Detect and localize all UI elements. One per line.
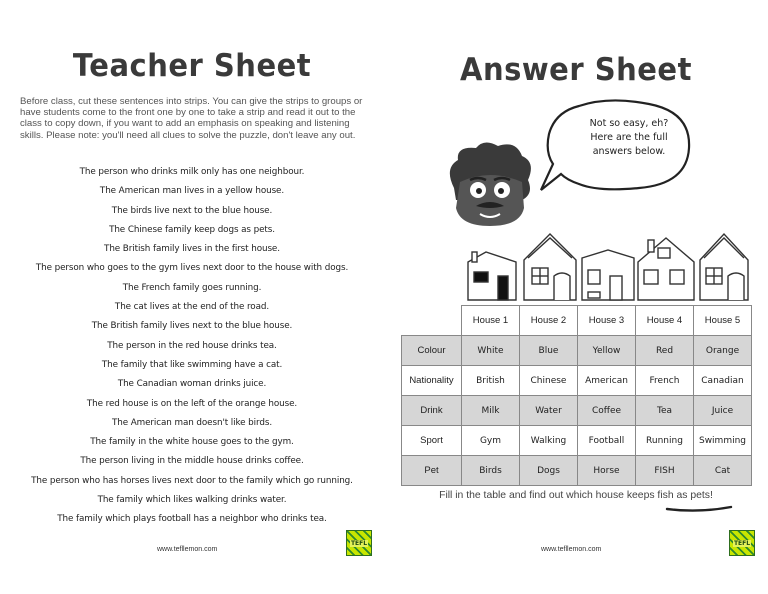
answer-sheet-title: Answer Sheet (460, 50, 692, 88)
table-cell: Red (636, 336, 694, 366)
table-cell: White (462, 336, 520, 366)
clue-item: The person who has horses lives next door to the family which go running. (31, 475, 353, 486)
house-header: House 5 (694, 306, 752, 336)
house-header: House 2 (520, 306, 578, 336)
table-cell: Water (520, 396, 578, 426)
table-row (402, 396, 752, 426)
clue-item: The family in the white house goes to the gym. (90, 437, 294, 448)
row-label: Drink (402, 396, 462, 426)
row-label: Colour (402, 336, 462, 366)
house-header: House 1 (462, 306, 520, 336)
table-cell: Orange (694, 336, 752, 366)
tefl-lemon-logo: TEFL (346, 530, 372, 556)
bubble-line: Here are the full (590, 132, 668, 143)
table-cell: British (462, 366, 520, 396)
answer-footer-note: Fill in the table and find out which house keeps fish as pets! (439, 490, 713, 501)
row-label: Pet (402, 456, 462, 486)
table-cell: Coffee (578, 396, 636, 426)
table-cell: Milk (462, 396, 520, 426)
tefl-lemon-logo: TEFL (729, 530, 755, 556)
table-cell: Tea (636, 396, 694, 426)
table-cell: Canadian (694, 366, 752, 396)
clue-item: The person living in the middle house drinks coffee. (80, 456, 304, 467)
bubble-line: Not so easy, eh? (589, 118, 669, 129)
bubble-line: answers below. (592, 146, 666, 157)
table-header-row (402, 306, 752, 336)
table-cell: Gym (462, 426, 520, 456)
table-row (402, 366, 752, 396)
clue-item: The person who drinks milk only has one neighbour. (79, 167, 305, 177)
table-row (402, 426, 752, 456)
row-label: Sport (402, 426, 462, 456)
clue-item: The family which likes walking drinks water. (97, 495, 287, 506)
table-cell: Horse (578, 456, 636, 486)
clue-item: The Canadian woman drinks juice. (117, 379, 267, 390)
row-label: Nationality (402, 366, 462, 396)
speech-bubble-text (574, 117, 684, 159)
clue-item: The birds live next to the blue house. (111, 205, 273, 216)
table-cell: FISH (636, 456, 694, 486)
table-cell: Dogs (520, 456, 578, 486)
clue-item: The person who goes to the gym lives next door to the house with dogs. (35, 263, 349, 274)
clue-item: The person in the red house drinks tea. (107, 340, 277, 351)
table-corner (402, 306, 462, 336)
clue-item: The family which plays football has a neighbor who drinks tea. (57, 514, 327, 525)
houses-illustration-icon (458, 232, 758, 304)
answer-table (401, 305, 752, 486)
clue-item: The family that like swimming have a cat. (101, 359, 283, 370)
cartoon-head-icon (442, 138, 538, 230)
house-header: House 4 (636, 306, 694, 336)
clue-list (12, 163, 372, 530)
table-cell: Yellow (578, 336, 636, 366)
table-cell: Chinese (520, 366, 578, 396)
website-url: www.tefllemon.com (541, 546, 602, 553)
table-cell: Blue (520, 336, 578, 366)
table-cell: Juice (694, 396, 752, 426)
clue-item: The red house is on the left of the orange house. (86, 398, 298, 409)
table-cell: Football (578, 426, 636, 456)
teacher-instructions: Before class, cut these sentences into strips. You can give the strips to groups or have students come to the front one by one to take a strip and read it out to the class to copy down, if you want to add an emphasis on speaking and listening skills. Please note: you'll need all clues to solve the puzzle, don't leave any out. (20, 96, 363, 141)
table-row (402, 456, 752, 486)
clue-item: The Chinese family keep dogs as pets. (109, 224, 275, 235)
clue-item: The French family goes running. (122, 282, 262, 293)
table-cell: Birds (462, 456, 520, 486)
table-cell: Walking (520, 426, 578, 456)
answer-sheet-page (384, 0, 768, 594)
table-cell: Swimming (694, 426, 752, 456)
teacher-sheet-title: Teacher Sheet (72, 46, 312, 84)
clue-item: The British family lives in the first house. (104, 244, 280, 255)
website-url: www.tefllemon.com (157, 546, 218, 553)
clue-item: The British family lives next to the blue house. (91, 321, 293, 332)
underline-mark-icon (665, 504, 733, 514)
house-header: House 3 (578, 306, 636, 336)
table-cell: Running (636, 426, 694, 456)
table-cell: Cat (694, 456, 752, 486)
table-cell: French (636, 366, 694, 396)
clue-item: The American man doesn't like birds. (111, 417, 273, 428)
table-row (402, 336, 752, 366)
clue-item: The American man lives in a yellow house. (99, 186, 285, 197)
table-cell: American (578, 366, 636, 396)
clue-item: The cat lives at the end of the road. (114, 302, 270, 313)
